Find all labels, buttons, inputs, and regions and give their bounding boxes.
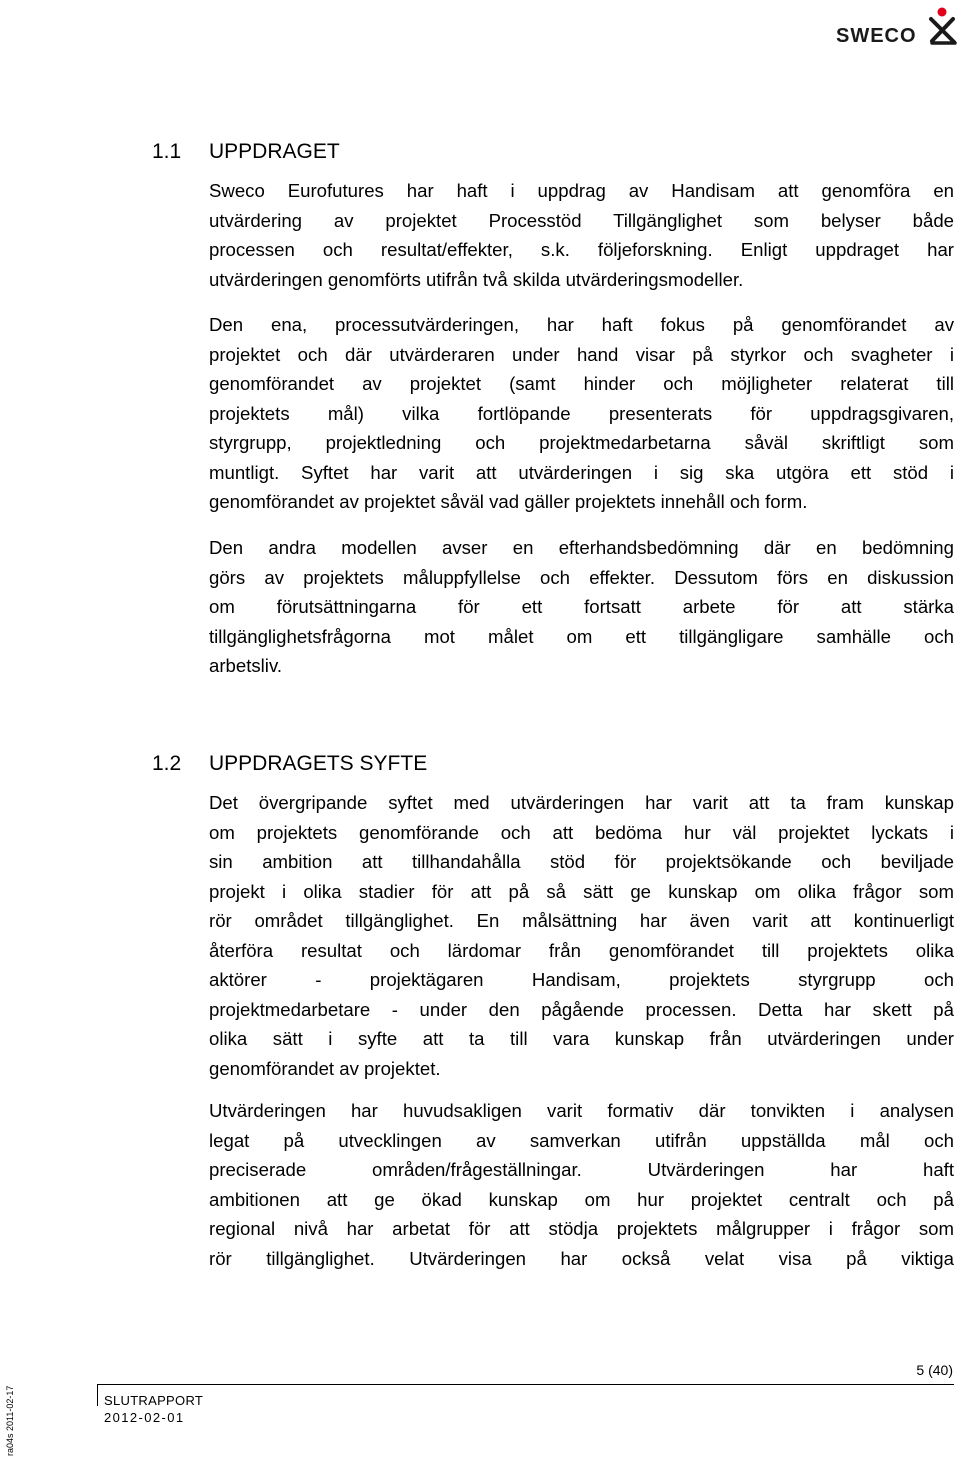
text-line: projektmedarbetare - under den pågående processen. Detta har skett på — [209, 998, 954, 1020]
text-line: genomförandet av projektet. — [209, 1057, 441, 1079]
text-line: arbetsliv. — [209, 655, 283, 676]
page-number: 5 (40) — [916, 1362, 953, 1378]
text-line: ambitionen att ge ökad kunskap om hur projektet centralt och på — [209, 1188, 954, 1210]
text-line: återföra resultat och lärdomar från genomförandet till projektets olika — [209, 939, 954, 961]
text-line: sin ambition att tillhandahålla stöd för projektsökande och beviljade — [209, 851, 954, 872]
sweco-mark-icon — [928, 6, 958, 46]
text-line: Sweco Eurofutures har haft i uppdrag av Handisam att genomföra en — [209, 180, 954, 201]
footer-divider-tick — [97, 1384, 98, 1406]
text-line: muntligt. Syftet har varit att utvärderingen i sig ska utgöra ett stöd i — [209, 461, 954, 483]
text-line: styrgrupp, projektledning och projektmedarbetarna såväl skriftligt som — [209, 432, 954, 453]
text-line: regional nivå har arbetat för att stödja projektets målgrupper i frågor som — [209, 1218, 954, 1239]
text-line: rör tillgänglighet. Utvärderingen har också velat visa på viktiga — [209, 1247, 954, 1269]
text-line: olika sätt i syfte att ta till vara kunskap från utvärderingen under — [209, 1028, 954, 1049]
text-line: projekt i olika stadier för att på så sätt ge kunskap om olika frågor som — [209, 880, 954, 902]
text-line: genomförandet av projektet såväl vad gäller projektets innehåll och form. — [209, 491, 808, 512]
text-line: Den andra modellen avser en efterhandsbedömning där en bedömning — [209, 537, 954, 558]
section-number: 1.2 — [152, 752, 182, 775]
text-line: Det övergripande syftet med utvärderingen har varit att ta fram kunskap — [209, 792, 954, 813]
paragraph — [209, 1096, 954, 1273]
section-heading-uppdraget — [152, 140, 340, 164]
text-line: Den ena, processutvärderingen, har haft fokus på genomförandet av — [209, 314, 954, 335]
text-line: om projektets genomförande och att bedöma hur väl projektet lyckats i — [209, 821, 954, 843]
logo-wordmark: SWECO — [836, 25, 917, 47]
paragraph — [209, 176, 954, 294]
text-line: legat på utvecklingen av samverkan utifrån uppställda mål och — [209, 1129, 954, 1151]
text-line: preciserade områden/frågeställningar. Utvärderingen har haft — [209, 1159, 954, 1180]
text-line: om förutsättningarna för ett fortsatt arbete för att stärka — [209, 596, 954, 617]
section-heading-uppdragets-syfte — [152, 752, 427, 776]
text-line: projektet och där utvärderaren under hand visar på styrkor och svagheter i — [209, 343, 954, 365]
section-title: UPPDRAGET — [209, 140, 340, 163]
sweco-logo — [832, 6, 960, 46]
text-line: utvärderingen genomförts utifrån två skilda utvärderingsmodeller. — [209, 268, 744, 290]
text-line: genomförandet av projektet (samt hinder och möjligheter relaterat till — [209, 373, 954, 394]
section-title: UPPDRAGETS SYFTE — [209, 752, 428, 775]
text-line: utvärdering av projektet Processtöd Tillgänglighet som belyser både — [209, 209, 954, 231]
paragraph — [209, 310, 954, 517]
paragraph — [209, 533, 954, 681]
text-line: Utvärderingen har huvudsakligen varit formativ där tonvikten i analysen — [209, 1100, 954, 1121]
report-title: SLUTRAPPORT — [104, 1393, 204, 1408]
text-line: görs av projektets måluppfyllelse och effekter. Dessutom förs en diskussion — [209, 566, 954, 588]
section-number: 1.1 — [152, 140, 182, 163]
text-line: aktörer - projektägaren Handisam, projektets styrgrupp och — [209, 969, 954, 990]
template-code: ra04s 2011-02-17 — [5, 1385, 15, 1456]
text-line: rör området tillgänglighet. En målsättning har även varit att kontinuerligt — [209, 910, 954, 931]
text-line: projektets mål) vilka fortlöpande presenterats för uppdragsgivaren, — [209, 402, 954, 424]
footer-divider — [97, 1384, 954, 1385]
report-date: 2012-02-01 — [104, 1410, 185, 1425]
text-line: tillgänglighetsfrågorna mot målet om ett tillgängligare samhälle och — [209, 625, 954, 647]
text-line: processen och resultat/effekter, s.k. följeforskning. Enligt uppdraget har — [209, 239, 954, 260]
paragraph — [209, 788, 954, 1083]
